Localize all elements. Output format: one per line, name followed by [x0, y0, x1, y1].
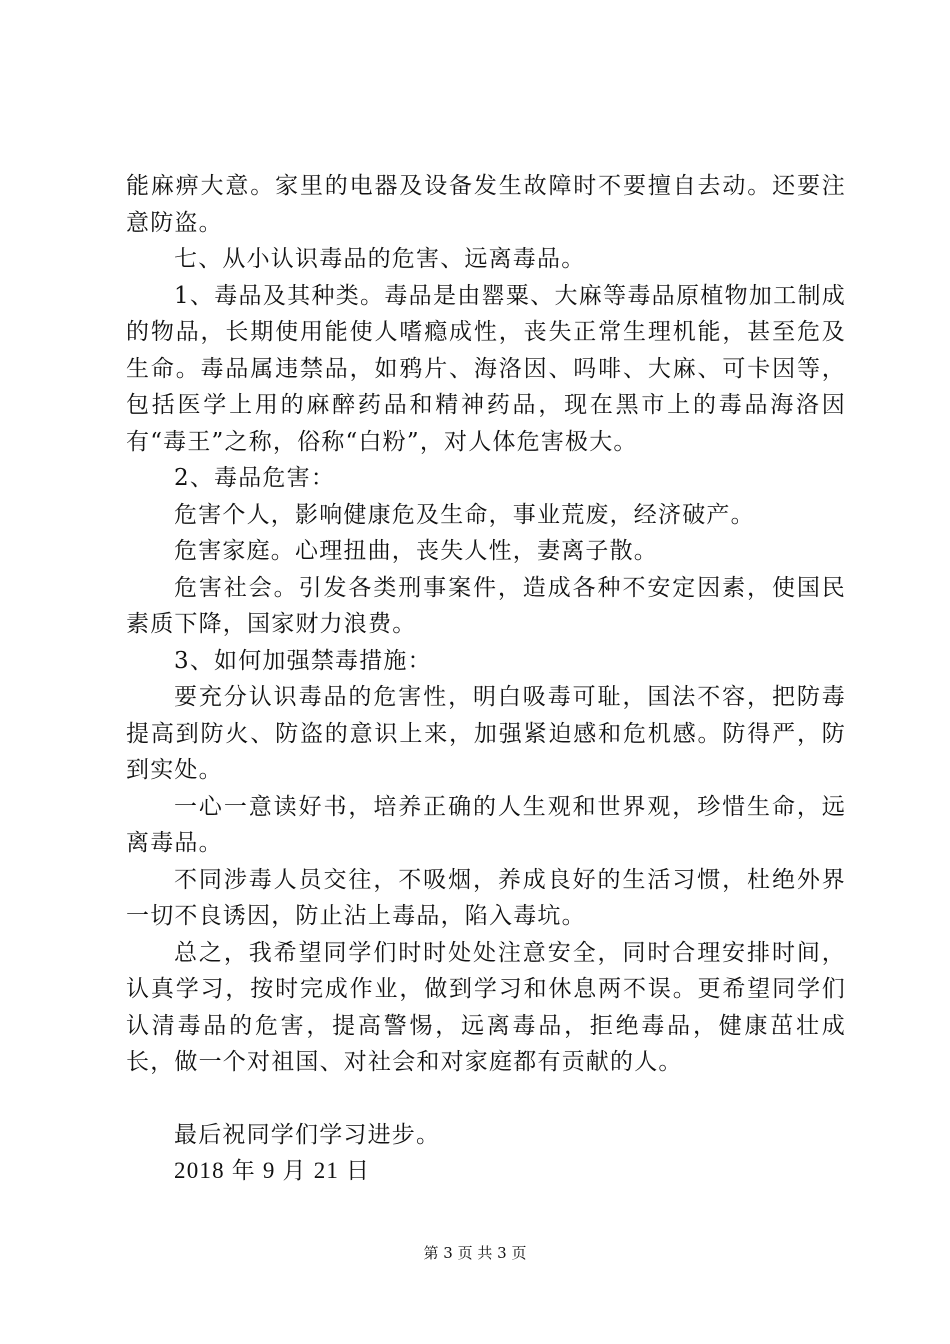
subheading-measures: 3、如何加强禁毒措施：: [174, 647, 432, 674]
paragraph: 危害家庭。心理扭曲，丧失人性，妻离子散。: [174, 538, 658, 564]
closing-line: 最后祝同学们学习进步。: [174, 1121, 441, 1148]
paragraph: 1、毒品及其种类。毒品是由罂粟、大麻等毒品原植物加工制成的物品，长期使用能使人嗜瘾成性，丧失正常生理机能，甚至危及生命。毒品属违禁品，如鸦片、海洛因、吗啡、大麻、可卡因等，包括医学上用的麻醉药品和精神药品，现在黑市上的毒品海洛因有“毒王”之称，俗称“白粉”，对人体危害极大。: [126, 282, 846, 455]
paragraph: 不同涉毒人员交往，不吸烟，养成良好的生活习惯，杜绝外界一切不良诱因，防止沾上毒品，陷入毒坑。: [126, 866, 846, 929]
subheading-drug-harm: 2、毒品危害：: [174, 465, 336, 491]
document-date: 2018 年 9 月 21 日: [174, 1158, 371, 1183]
page-footer: 第 3 页 共 3 页: [423, 1244, 527, 1262]
paragraph: 一心一意读好书，培养正确的人生观和世界观，珍惜生命，远离毒品。: [126, 793, 846, 856]
paragraph: 危害个人，影响健康危及生命，事业荒废，经济破产。: [174, 501, 755, 528]
paragraph: 总之，我希望同学们时时处处注意安全，同时合理安排时间，认真学习，按时完成作业，做到学习和休息两不误。更希望同学们认清毒品的危害，提高警惕，远离毒品，拒绝毒品，健康茁壮成长，做一个对祖国、对社会和对家庭都有贡献的人。: [126, 939, 846, 1075]
paragraph: 要充分认识毒品的危害性，明白吸毒可耻，国法不容，把防毒提高到防火、防盗的意识上来，加强紧迫感和危机感。防得严，防到实处。: [126, 684, 846, 783]
section-heading-seven: 七、从小认识毒品的危害、远离毒品。: [174, 246, 586, 272]
blank-line: [126, 1081, 846, 1117]
paragraph: 危害社会。引发各类刑事案件，造成各种不安定因素，使国民素质下降，国家财力浪费。: [126, 574, 846, 637]
document-body: [126, 168, 846, 1190]
paragraph: 能麻痹大意。家里的电器及设备发生故障时不要擅自去动。还要注意防盗。: [126, 173, 846, 236]
